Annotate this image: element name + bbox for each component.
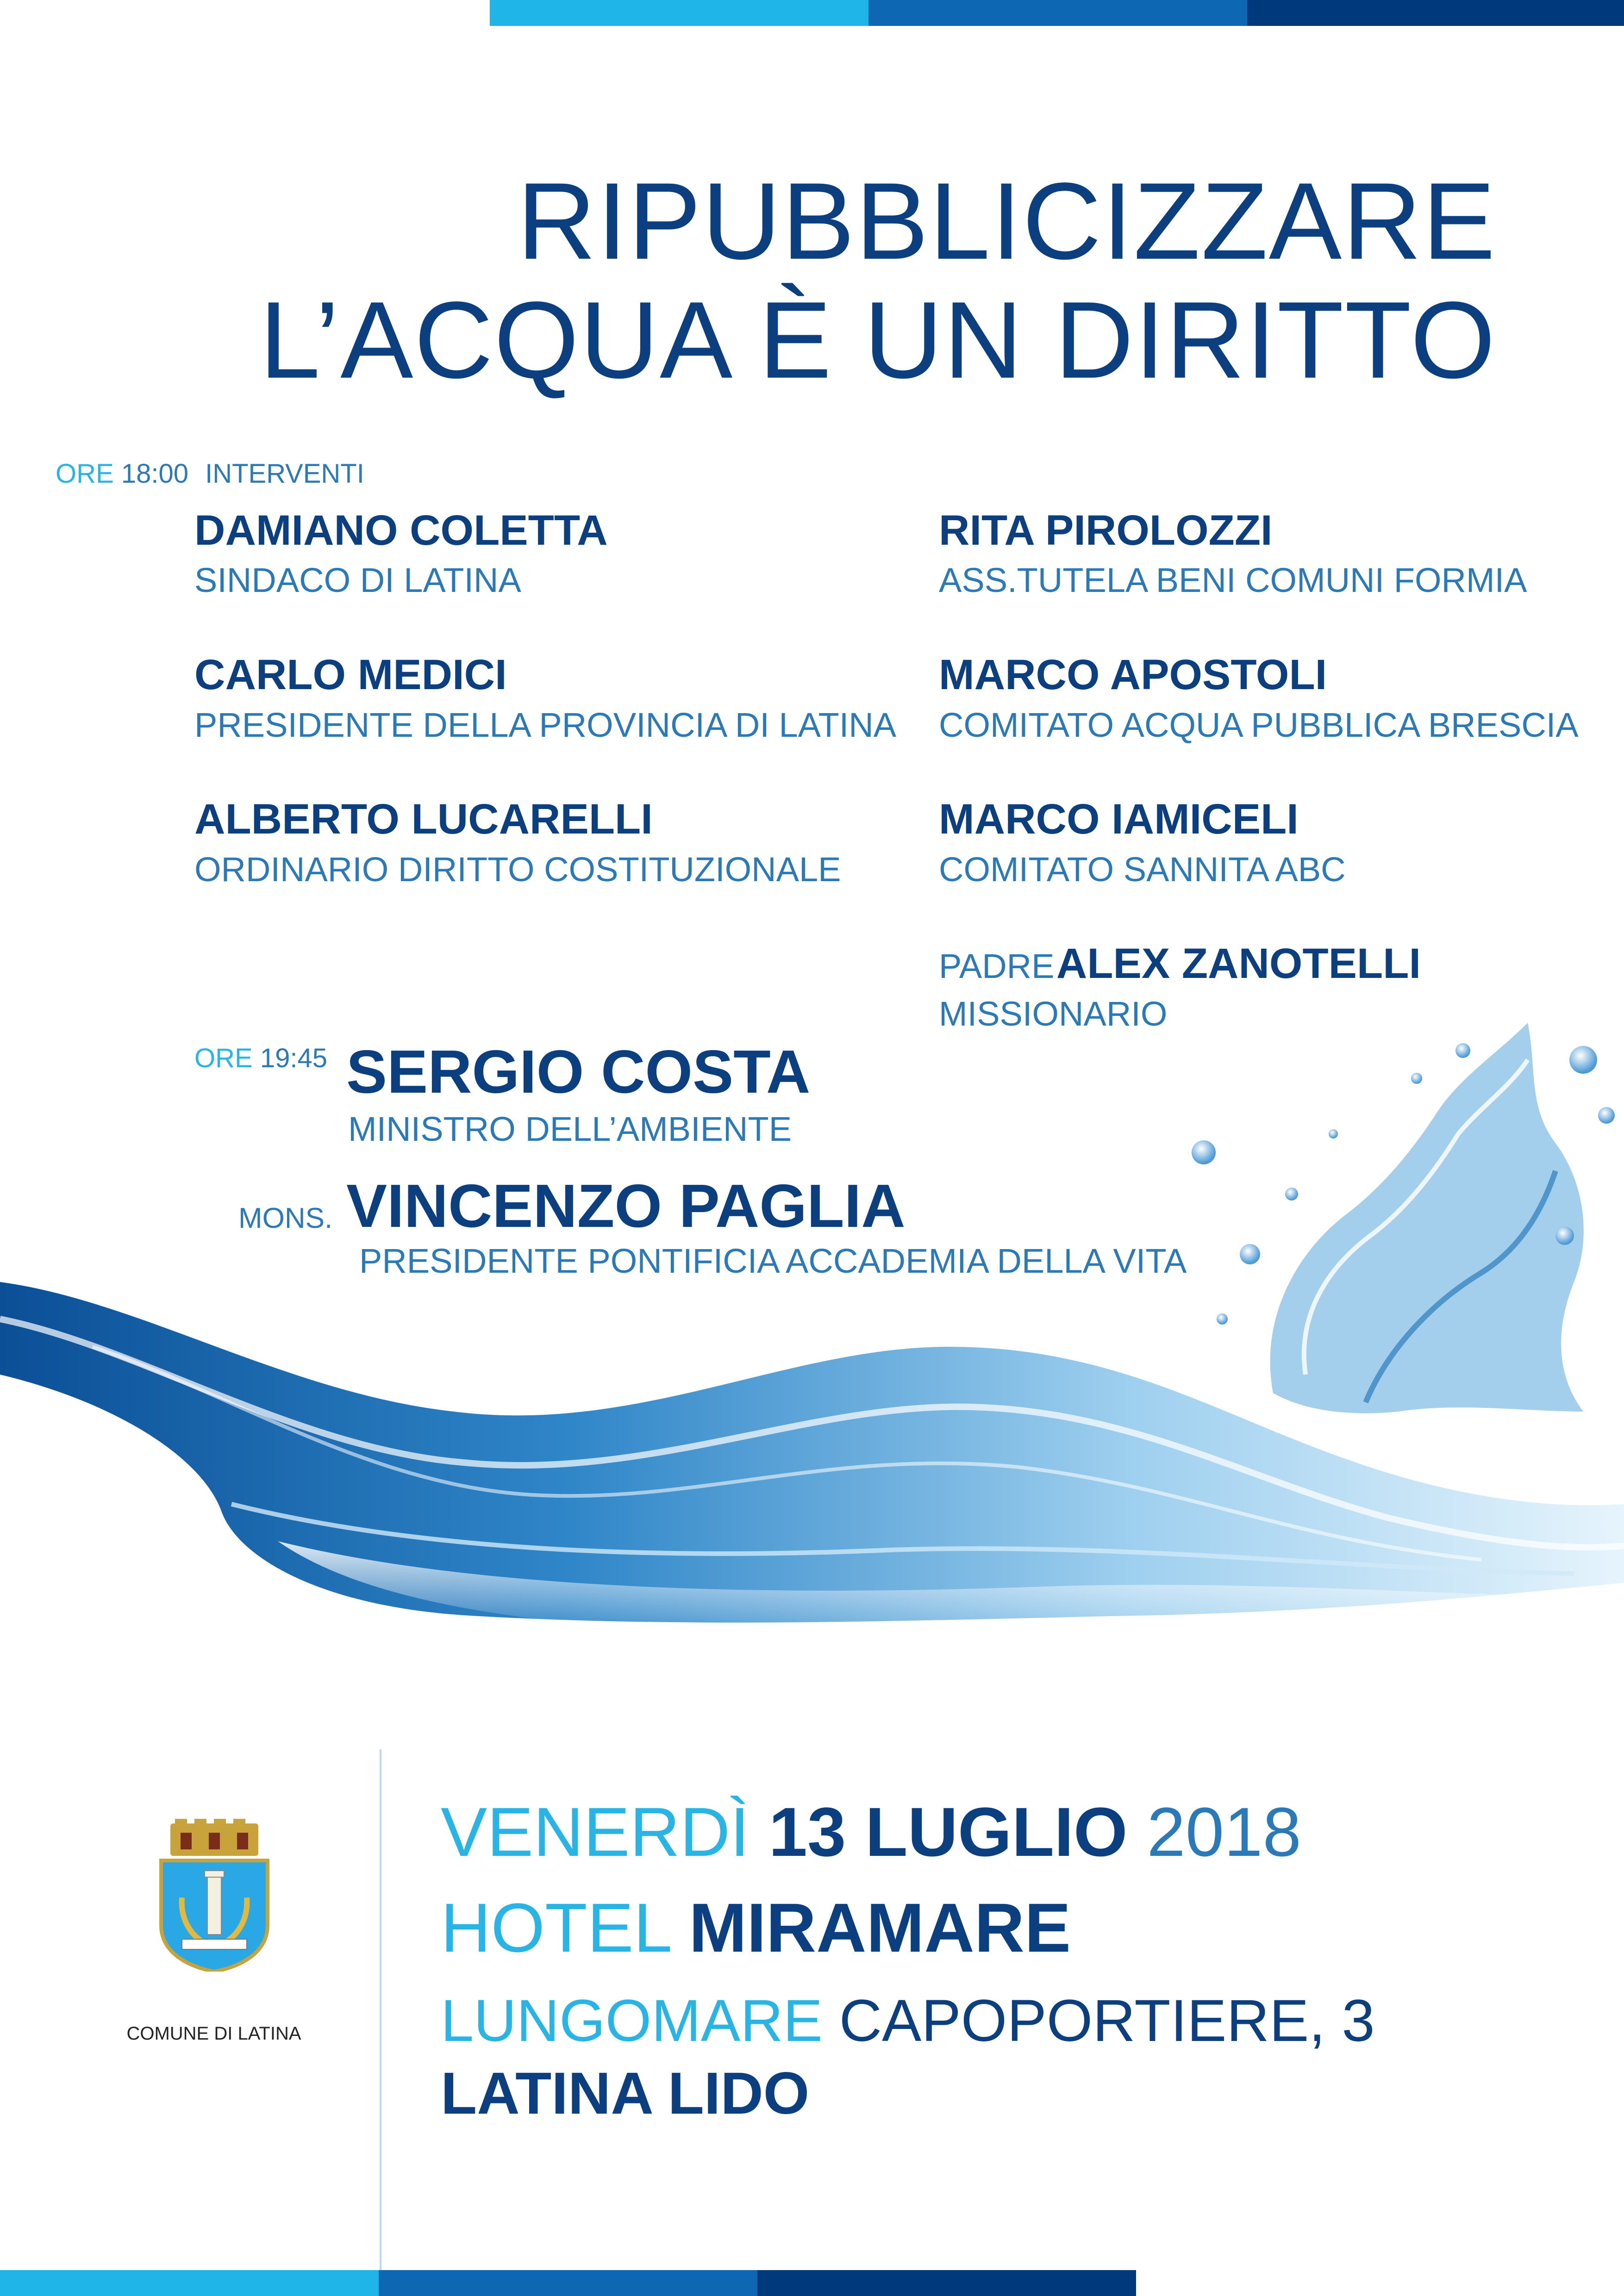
speaker-name: MARCO IAMICELI [939, 796, 1299, 843]
top-bar-blue [868, 0, 1247, 26]
minister-name: SERGIO COSTA [346, 1038, 811, 1106]
time-value: 18:00 [121, 459, 188, 489]
ore-label: ORE [194, 1043, 253, 1073]
street-name: CAPOPORTIERE, 3 [839, 1988, 1375, 2054]
speaker-role: MISSIONARIO [939, 995, 1168, 1033]
speaker-name: ALEX ZANOTELLI [1056, 940, 1421, 987]
event-date: 13 LUGLIO [768, 1793, 1128, 1871]
bottom-bar-blue [379, 2270, 757, 2296]
logo-caption: COMUNE DI LATINA [126, 2023, 301, 2044]
speaker-prefix: PADRE [939, 947, 1055, 985]
street-prefix: LUNGOMARE [441, 1988, 823, 2054]
venue-name: MIRAMARE [689, 1889, 1071, 1966]
speaker-name: CARLO MEDICI [194, 651, 507, 698]
bottom-bar-navy [757, 2270, 1136, 2296]
event-venue-line [441, 1889, 1071, 1966]
water-splash-image [0, 995, 1624, 1745]
page-title-line1: RIPUBBLICIZZARE [517, 160, 1496, 282]
speaker-name: MARCO APOSTOLI [939, 651, 1327, 698]
event-year: 2018 [1147, 1793, 1301, 1871]
ore-label: ORE [56, 459, 114, 489]
speaker-name: DAMIANO COLETTA [194, 507, 608, 554]
speaker-name: ALBERTO LUCARELLI [194, 796, 653, 843]
speaker-role: SINDACO DI LATINA [194, 561, 521, 599]
speaker-role: ASS.TUTELA BENI COMUNI FORMIA [939, 561, 1527, 599]
speaker-role: COMITATO ACQUA PUBBLICA BRESCIA [939, 706, 1579, 744]
speaker-role: PRESIDENTE DELLA PROVINCIA DI LATINA [194, 706, 897, 744]
top-bar-cyan [490, 0, 868, 26]
event-street-line [441, 1988, 1375, 2054]
mons-prefix: MONS. [238, 1202, 333, 1234]
event-city: LATINA LIDO [441, 2060, 810, 2127]
speaker-role: COMITATO SANNITA ABC [939, 850, 1346, 889]
session2-time [194, 1045, 327, 1072]
time-value: 19:45 [260, 1043, 327, 1073]
speaker-name: RITA PIROLOZZI [939, 507, 1273, 554]
top-bar-navy [1247, 0, 1624, 26]
event-date-line [441, 1793, 1301, 1871]
paglia-role: PRESIDENTE PONTIFICIA ACCADEMIA DELLA VITA [359, 1242, 1187, 1280]
speaker-name-line [939, 942, 1421, 985]
minister-role: MINISTRO DELL’AMBIENTE [348, 1110, 792, 1148]
speaker-role: ORDINARIO DIRITTO COSTITUZIONALE [194, 850, 841, 889]
session1-time [56, 460, 364, 487]
venue-prefix: HOTEL [441, 1889, 670, 1966]
page-title-line2: L’ACQUA È UN DIRITTO [259, 279, 1496, 401]
divider [380, 1749, 381, 2296]
paglia-name: VINCENZO PAGLIA [346, 1172, 906, 1240]
event-day: VENERDÌ [441, 1793, 750, 1871]
bottom-bar-cyan [0, 2270, 379, 2296]
session1-label: INTERVENTI [205, 459, 364, 489]
coat-of-arms-icon [156, 1819, 272, 1972]
